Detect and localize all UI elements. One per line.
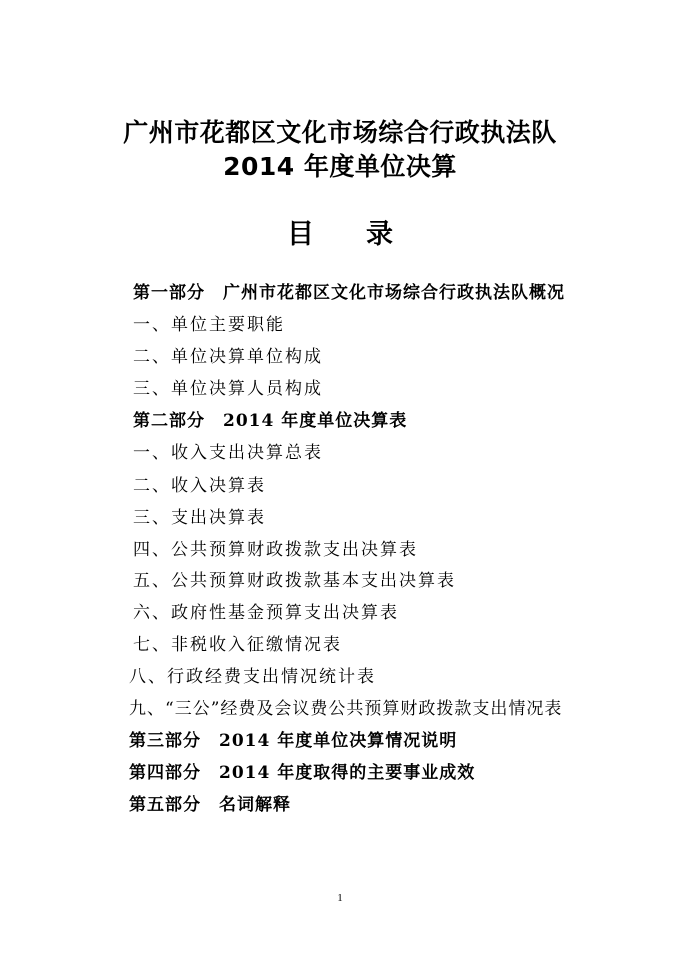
toc-item-2-4[interactable] — [133, 540, 418, 560]
toc-heading-char1: 目 — [287, 219, 314, 250]
toc-item-text: 八、行政经费支出情况统计表 — [129, 667, 376, 687]
toc-part-text: 2014 年度单位决算情况说明 — [219, 731, 458, 751]
toc-part-4[interactable] — [129, 763, 475, 783]
toc-item-text: 三、单位决算人员构成 — [133, 379, 323, 399]
toc-item-2-9[interactable] — [129, 699, 562, 719]
toc-part-3[interactable] — [129, 731, 457, 751]
toc-part-2[interactable] — [133, 411, 407, 431]
toc-part-label: 第二部分 — [133, 411, 205, 431]
toc-item-2-2[interactable] — [133, 476, 266, 496]
toc-item-2-5[interactable] — [133, 571, 456, 591]
toc-part-label: 第一部分 — [133, 283, 205, 303]
toc-item-2-8[interactable] — [129, 667, 376, 687]
toc-item-text: 六、政府性基金预算支出决算表 — [133, 603, 399, 623]
toc-part-text: 广州市花都区文化市场综合行政执法队概况 — [223, 283, 565, 303]
toc-heading-char2: 录 — [366, 219, 393, 250]
toc-part-5[interactable] — [129, 795, 291, 815]
page-number: 1 — [337, 892, 343, 904]
toc-part-text: 名词解释 — [219, 795, 291, 815]
toc-part-text: 2014 年度单位决算表 — [223, 411, 408, 431]
toc-item-text: 五、公共预算财政拨款基本支出决算表 — [133, 571, 456, 591]
toc-item-text: 九、“三公”经费及会议费公共预算财政拨款支出情况表 — [129, 699, 563, 719]
document-title-line2: 2014 年度单位决算 — [223, 152, 457, 181]
toc-part-label: 第四部分 — [129, 763, 201, 783]
toc-item-text: 三、支出决算表 — [133, 508, 266, 528]
toc-item-text: 二、单位决算单位构成 — [133, 347, 323, 367]
toc-item-1-2[interactable] — [133, 347, 323, 367]
toc-item-text: 二、收入决算表 — [133, 476, 266, 496]
toc-part-label: 第三部分 — [129, 731, 201, 751]
toc-item-text: 七、非税收入征缴情况表 — [133, 635, 342, 655]
toc-part-1[interactable] — [133, 283, 565, 303]
toc-item-2-3[interactable] — [133, 508, 266, 528]
toc-item-text: 四、公共预算财政拨款支出决算表 — [133, 540, 418, 560]
document-title-line1: 广州市花都区文化市场综合行政执法队 — [123, 118, 557, 147]
toc-item-2-1[interactable] — [133, 443, 323, 463]
toc-part-label: 第五部分 — [129, 795, 201, 815]
toc-item-2-7[interactable] — [133, 635, 342, 655]
toc-part-text: 2014 年度取得的主要事业成效 — [219, 763, 476, 783]
toc-item-text: 一、单位主要职能 — [133, 315, 285, 335]
toc-item-1-3[interactable] — [133, 379, 323, 399]
toc-item-2-6[interactable] — [133, 603, 399, 623]
toc-item-1-1[interactable] — [133, 315, 285, 335]
toc-item-text: 一、收入支出决算总表 — [133, 443, 323, 463]
